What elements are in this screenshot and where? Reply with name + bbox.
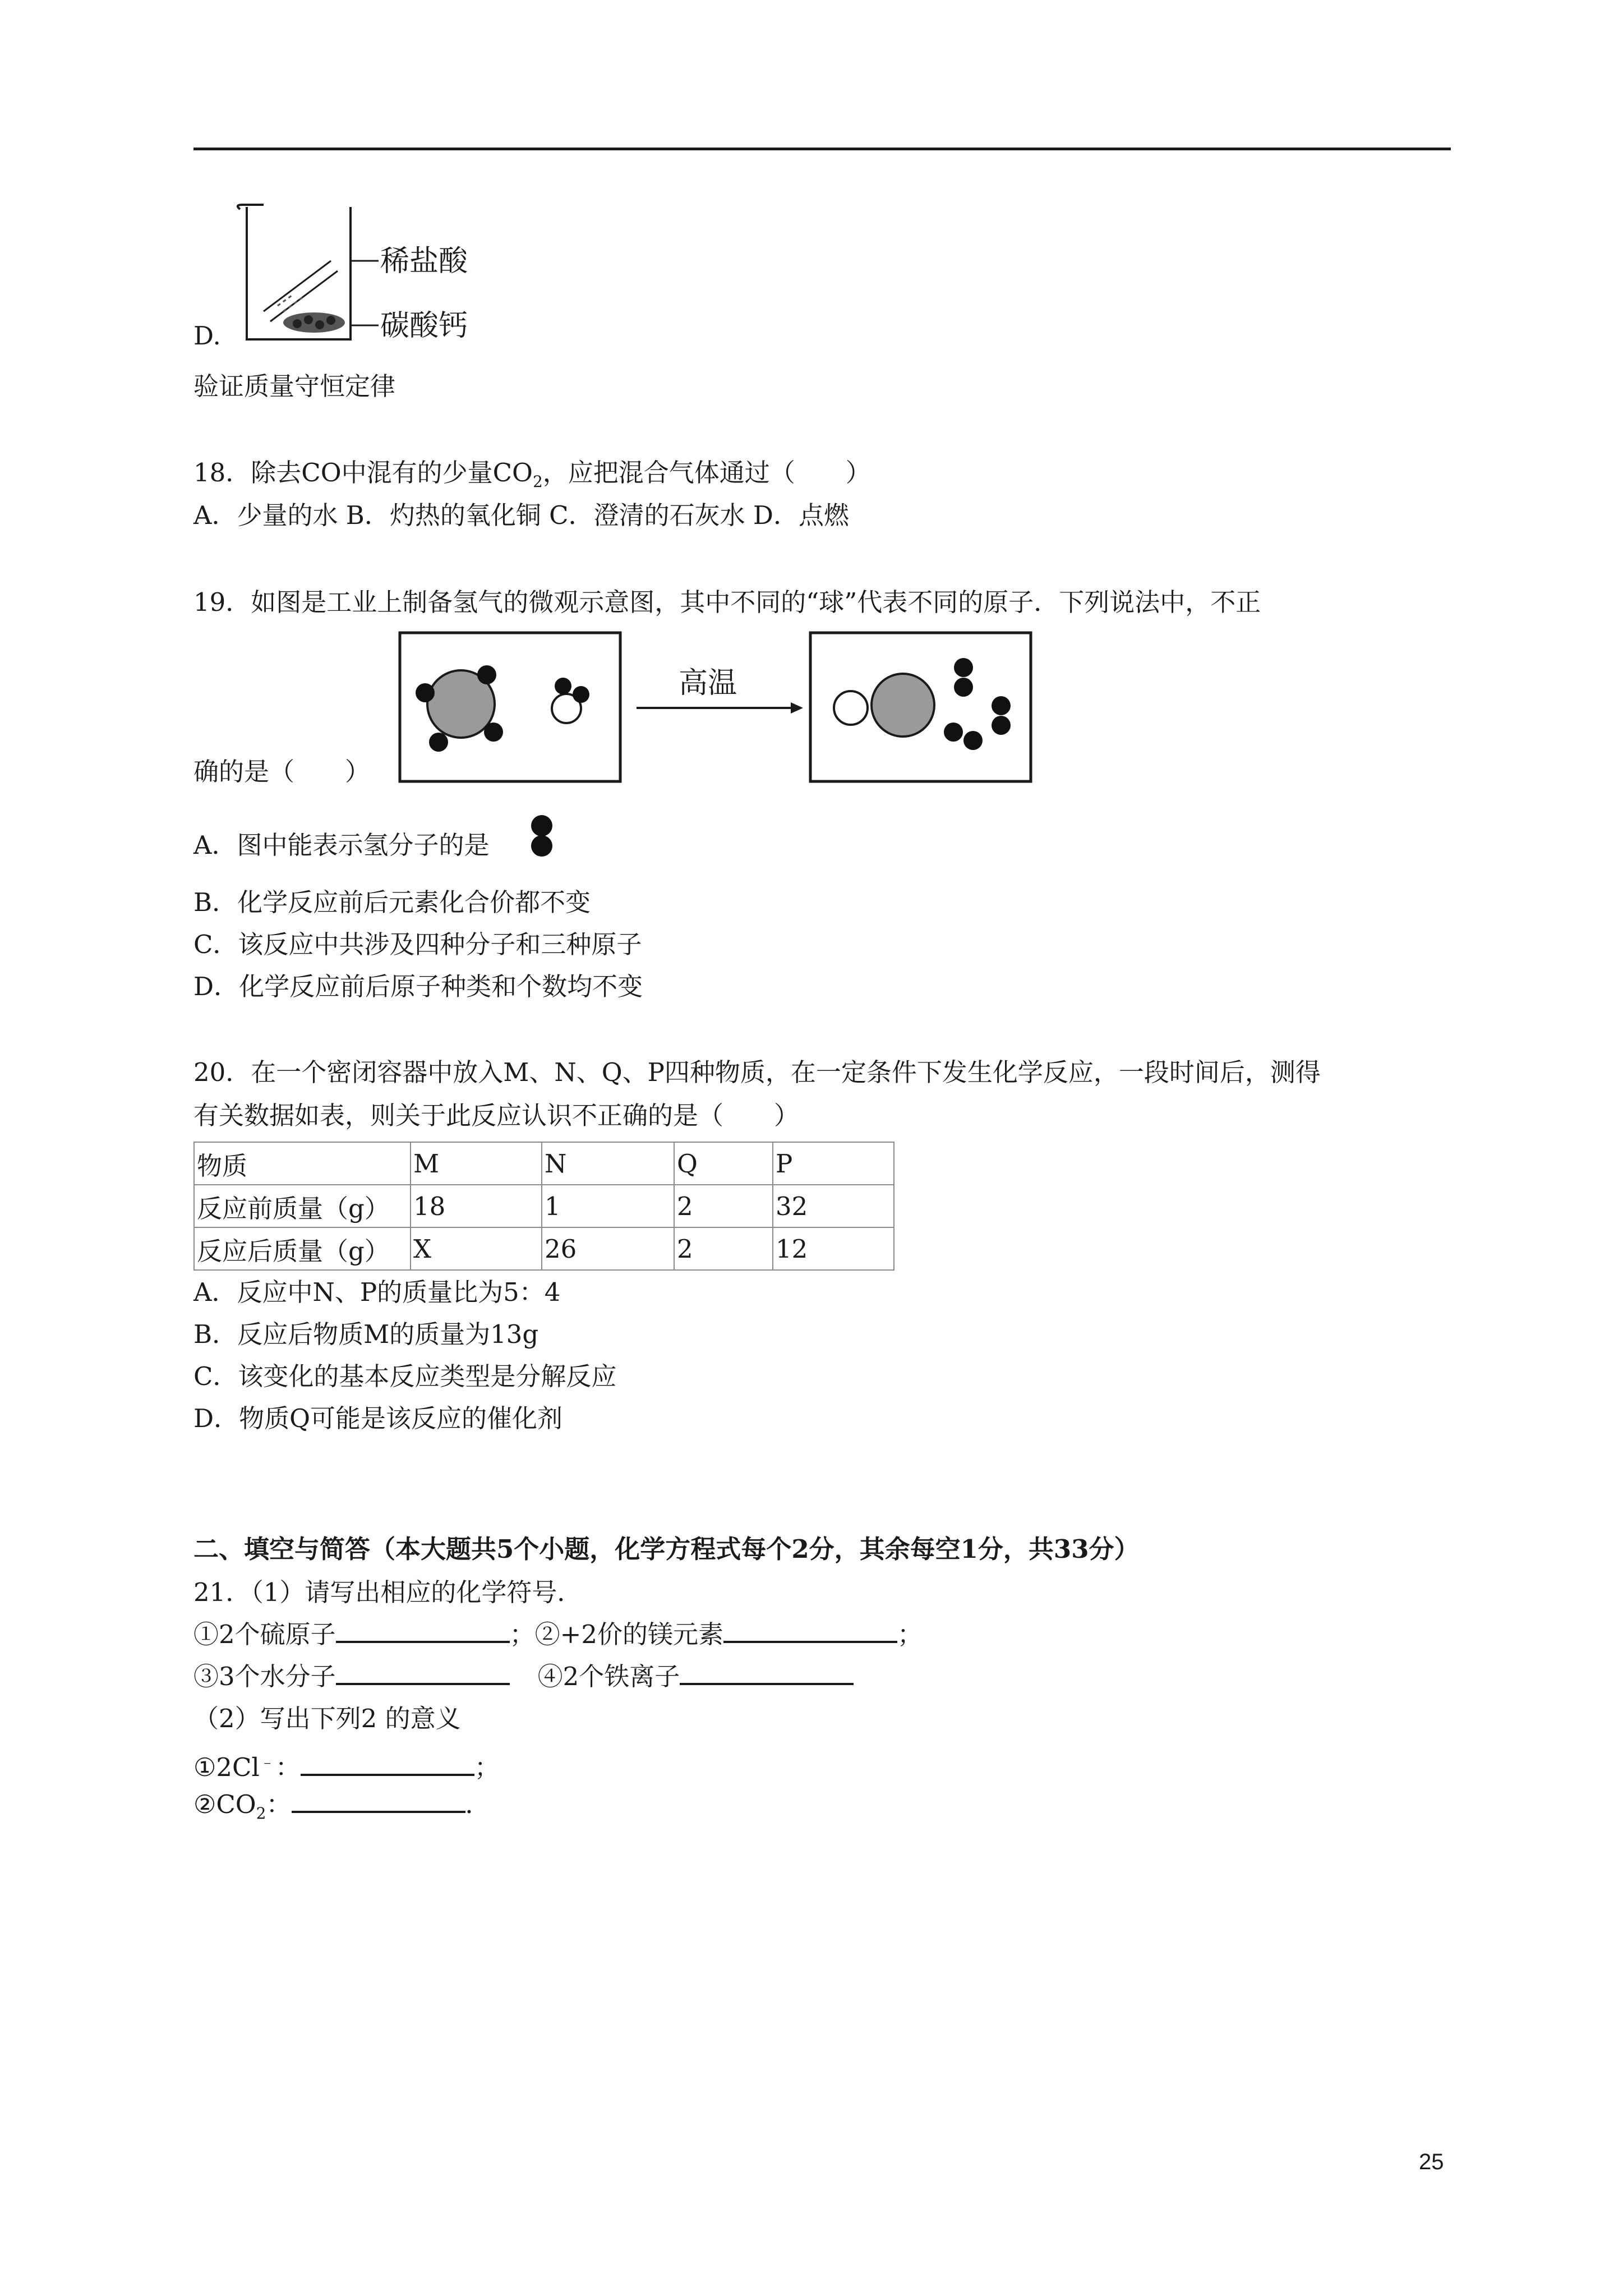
q21-line2: ③3个水分子 ④2个铁离子 xyxy=(193,1660,854,1693)
q19-option-c: C．该反应中共涉及四种分子和三种原子 xyxy=(193,930,642,959)
answer-blank[interactable] xyxy=(292,1788,465,1813)
q21-part2: （2）写出下列2 的意义 xyxy=(193,1704,461,1733)
table-row xyxy=(194,1185,894,1227)
table-cell: 2 xyxy=(674,1227,773,1270)
q18-stem: 18．除去CO中混有的少量$CO_2$，应把混合气体通过（ ） xyxy=(193,458,871,491)
q17-option-d-label: D. xyxy=(193,321,221,351)
table-cell: 反应前质量（g） xyxy=(194,1185,411,1227)
q20-option-a: A．反应中N、P的质量比为5：4 xyxy=(193,1277,561,1307)
table-cell: 2 xyxy=(674,1185,773,1227)
header-rule xyxy=(193,148,1451,150)
answer-blank[interactable] xyxy=(680,1660,854,1685)
q19-option-d: D．化学反应前后原子种类和个数均不变 xyxy=(193,972,643,1001)
page-number: 25 xyxy=(1419,2150,1444,2174)
table-row xyxy=(194,1227,894,1270)
table-cell: 26 xyxy=(542,1227,674,1270)
q20-stem-line2: 有关数据如表，则关于此反应认识不正确的是（ ） xyxy=(193,1101,800,1130)
table-header-cell: M xyxy=(411,1142,542,1185)
q19-stem-line1: 19．如图是工业上制备氢气的微观示意图，其中不同的“球”代表不同的原子．下列说法中，不正 xyxy=(193,587,1261,617)
q20-option-c: C．该变化的基本反应类型是分解反应 xyxy=(193,1361,617,1391)
q19-option-b: B．化学反应前后元素化合价都不变 xyxy=(193,887,591,917)
table-cell: X xyxy=(411,1227,542,1270)
q17-caption: 验证质量守恒定律 xyxy=(193,371,396,401)
table-header-cell: Q xyxy=(674,1142,773,1185)
table-row xyxy=(194,1142,894,1185)
arrow-label: 高温 xyxy=(679,666,737,700)
hydrogen-molecule-icon xyxy=(529,813,554,858)
table-cell: 反应后质量（g） xyxy=(194,1227,411,1270)
answer-blank[interactable] xyxy=(336,1660,510,1685)
reaction-diagram xyxy=(398,631,1038,785)
q20-option-d: D．物质Q可能是该反应的催化剂 xyxy=(193,1404,562,1433)
q21-line3: ①2Cl﹣： ； xyxy=(193,1752,500,1782)
table-header-cell: N xyxy=(542,1142,674,1185)
q19-option-a: A．图中能表示氢分子的是 xyxy=(193,830,490,860)
table-header-cell: 物质 xyxy=(194,1142,411,1185)
q20-option-b: B．反应后物质M的质量为13g xyxy=(193,1319,539,1349)
table-cell: 18 xyxy=(411,1185,542,1227)
q18-options: A．少量的水 B．灼热的氧化铜 C．澄清的石灰水 D．点燃 xyxy=(193,500,849,530)
figure-label-solid: 碳酸钙 xyxy=(380,309,468,343)
beaker-figure xyxy=(230,199,499,351)
mass-data-table xyxy=(193,1142,895,1271)
answer-blank[interactable] xyxy=(336,1618,510,1643)
answer-blank[interactable] xyxy=(301,1751,474,1776)
q21-line1: ①2个硫原子 ；②+2价的镁元素 ； xyxy=(193,1619,923,1649)
table-header-cell: P xyxy=(773,1142,894,1185)
q21-line4: $②CO_2$： ． xyxy=(193,1789,491,1823)
section-title: 二、填空与简答（本大题共5个小题，化学方程式每个2分，其余每空1分，共33分） xyxy=(193,1534,1140,1564)
q19-stem-line2: 确的是（ ） xyxy=(193,757,371,786)
table-cell: 12 xyxy=(773,1227,894,1270)
table-cell: 32 xyxy=(773,1185,894,1227)
table-cell: 1 xyxy=(542,1185,674,1227)
q21-part1: 21．（1）请写出相应的化学符号． xyxy=(193,1577,583,1607)
figure-label-acid: 稀盐酸 xyxy=(380,245,468,278)
answer-blank[interactable] xyxy=(723,1618,897,1643)
q20-stem-line1: 20．在一个密闭容器中放入M、N、Q、P四种物质，在一定条件下发生化学反应，一段时间后，测得 xyxy=(193,1057,1321,1087)
